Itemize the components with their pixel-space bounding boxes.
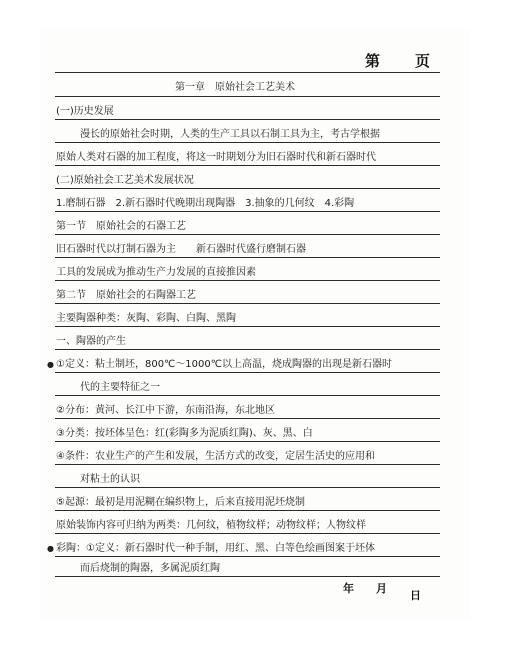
ruled-line (55, 72, 440, 73)
text-line: 彩陶：①定义：新石器时代一种手制，用红、黑、白等色绘画图案于坯体 (56, 543, 375, 554)
footer-year-label: 年 (343, 582, 354, 595)
section-heading: 第一节 原始社会的石器工艺 (56, 221, 186, 232)
ruled-line (55, 234, 440, 235)
ruled-line (55, 188, 440, 189)
text-line: 1.磨制石器 2.新石器时代晚期出现陶器 3.抽象的几何纹 4.彩陶 (56, 198, 355, 209)
section-heading: (二)原始社会工艺美术发展状况 (56, 175, 194, 186)
ruled-line (55, 556, 440, 557)
text-line: 代的主要特征之一 (80, 382, 160, 393)
text-line: ①定义：粘土制坯，800℃～1000℃以上高温，烧成陶器的出现是新石器时 (56, 359, 392, 370)
header-page-label-di: 第 (365, 52, 381, 70)
ruled-line (55, 96, 440, 97)
ruled-line (55, 165, 440, 166)
section-heading: 一、陶器的产生 (56, 336, 126, 347)
ruled-line (55, 372, 440, 373)
chapter-title: 第一章 原始社会工艺美术 (175, 82, 295, 93)
text-line: ②分布：黄河、长江中下游，东南沿海，东北地区 (56, 405, 275, 416)
section-heading: 第二节 原始社会的石陶器工艺 (56, 290, 196, 301)
bullet-dot: ● (47, 360, 54, 369)
ruled-line (55, 464, 440, 465)
ruled-line (55, 533, 440, 534)
ruled-line (55, 487, 440, 488)
footer-month-label: 月 (376, 582, 387, 595)
text-line: ⑤起源：最初是用泥糊在编织物上，后来直接用泥坯烧制 (56, 497, 305, 508)
text-line: 对粘土的认识 (80, 474, 140, 485)
ruled-line (55, 119, 440, 120)
ruled-line (55, 303, 440, 304)
text-line: ③分类：按坯体呈色：红(彩陶多为泥质红陶)、灰、黑、白 (56, 428, 313, 439)
ruled-line (55, 257, 440, 258)
text-line: 漫长的原始社会时期，人类的生产工具以石制工具为主，考古学根据 (80, 129, 380, 140)
bullet-dot: ● (47, 544, 54, 553)
text-line: 工具的发展成为推动生产力发展的直接推因素 (56, 267, 256, 278)
ruled-line (55, 576, 440, 577)
section-heading: (一)历史发展 (56, 106, 114, 117)
ruled-line (55, 211, 440, 212)
ruled-line (55, 280, 440, 281)
ruled-line (55, 395, 440, 396)
text-line: 原始装饰内容可归纳为两类：几何纹，植物纹样；动物纹样；人物纹样 (56, 520, 366, 531)
text-line: ④条件：农业生产的产生和发展，生活方式的改变，定居生活史的应用和 (56, 451, 375, 462)
ruled-line (55, 441, 440, 442)
ruled-line (55, 349, 440, 350)
text-line: 旧石器时代以打制石器为主 新石器时代盛行磨制石器 (56, 244, 306, 255)
ruled-line (55, 510, 440, 511)
text-line: 而后烧制的陶器，多属泥质红陶 (80, 563, 220, 574)
ruled-line (55, 418, 440, 419)
text-line: 主要陶器种类：灰陶、彩陶、白陶、黑陶 (56, 313, 236, 324)
ruled-line (55, 326, 440, 327)
text-line: 原始人类对石器的加工程度，将这一时期划分为旧石器时代和新石器时代 (56, 152, 376, 163)
header-page-label-ye: 页 (415, 52, 431, 70)
ruled-line (55, 142, 440, 143)
footer-day-label: 日 (410, 589, 421, 602)
